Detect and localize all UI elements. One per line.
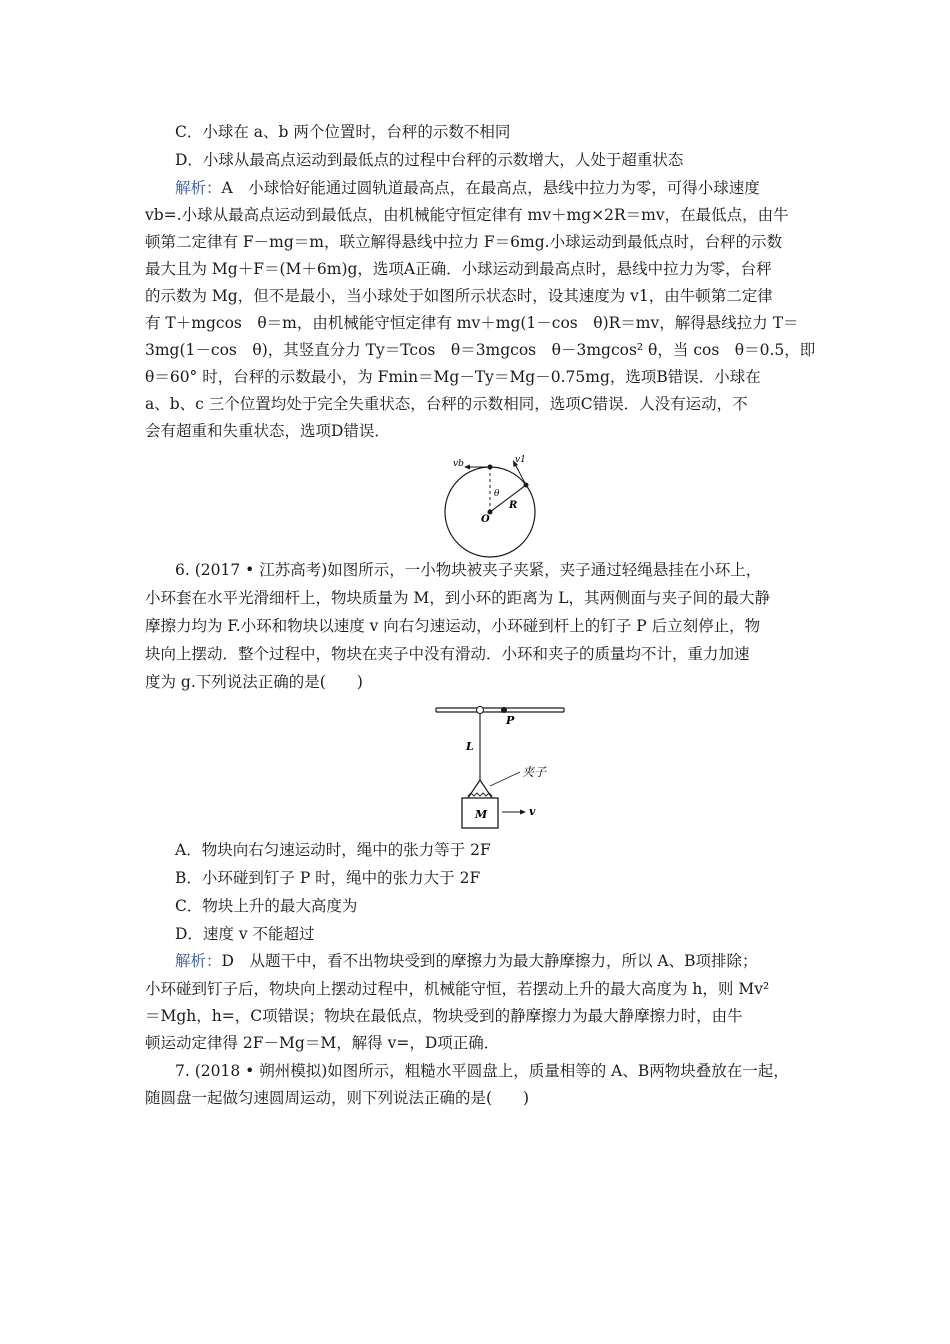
option-c: C．物块上升的最大高度为 xyxy=(175,897,358,915)
question-6-line: 摩擦力均为 F.小环和物块以速度 v 向右匀速运动，小环碰到杆上的钉子 P 后立刻停止，物 xyxy=(145,617,761,635)
question-6-line: 小环套在水平光滑细杆上，物块质量为 M，到小环的距离为 L，其两侧面与夹子间的最大静 xyxy=(145,589,771,607)
v-label: v xyxy=(529,805,536,818)
analysis-line: 最大且为 Mg＋F＝(M＋6m)g，选项A正确．小球运动到最高点时，悬线中拉力为零，台秤 xyxy=(145,260,772,278)
question-6-line: 度为 g.下列说法正确的是( ) xyxy=(145,673,363,691)
theta-label: θ xyxy=(494,489,500,499)
analysis-label: 解析： xyxy=(175,179,222,197)
option-a: A．物块向右匀速运动时，绳中的张力等于 2F xyxy=(175,841,491,859)
v1-label: v1 xyxy=(515,455,526,465)
analysis-line: 3mg(1－cos θ)，其竖直分力 Ty＝Tcos θ＝3mgcos θ－3mgcos² θ，当 cos θ＝0.5，即 xyxy=(145,341,816,359)
question-7-line: 随圆盘一起做匀速圆周运动，则下列说法正确的是( ) xyxy=(145,1089,530,1107)
analysis-line: 顿运动定律得 2F－Mg＝M，解得 v=，D项正确． xyxy=(145,1034,500,1052)
question-6-line: 块向上摆动．整个过程中，物块在夹子中没有滑动．小环和夹子的质量均不计，重力加速 xyxy=(145,645,750,663)
clip-pointer xyxy=(490,772,520,786)
analysis-text: A 小球恰好能通过圆轨道最高点，在最高点，悬线中拉力为零，可得小球速度 xyxy=(221,179,760,197)
analysis-line: 小环碰到钉子后，物块向上摆动过程中，机械能守恒，若摆动上升的最大高度为 h，则 Mv² xyxy=(145,980,770,998)
analysis-line: 会有超重和失重状态，选项D错误． xyxy=(145,422,390,440)
clip-block-figure xyxy=(432,700,572,835)
analysis-text: D 从题干中，看不出物块受到的摩擦力为最大静摩擦力，所以 A、B项排除； xyxy=(221,952,758,970)
l-label: L xyxy=(466,740,474,753)
option-b: B．小环碰到钉子 P 时，绳中的张力大于 2F xyxy=(175,869,481,887)
clip-arms xyxy=(468,780,492,798)
v-arrow-head xyxy=(520,810,526,815)
m-label: M xyxy=(475,808,488,821)
question-6-line: 6. (2017 • 江苏高考)如图所示，一小物块被夹子夹紧，夹子通过轻绳悬挂在小环上， xyxy=(175,561,762,579)
r-label: R xyxy=(509,500,518,511)
option-d-prev: D．小球从最高点运动到最低点的过程中台秤的示数增大，人处于超重状态 xyxy=(175,151,684,169)
clip-label: 夹子 xyxy=(522,765,547,779)
analysis-label: 解析： xyxy=(175,952,222,970)
circle-figure xyxy=(435,452,545,572)
clip-spring xyxy=(468,793,492,796)
analysis-line: ＝Mgh，h=，C项错误；物块在最低点，物块受到的静摩擦力为最大静摩擦力时，由牛 xyxy=(145,1007,743,1025)
option-d: D．速度 v 不能超过 xyxy=(175,925,315,943)
nail-p xyxy=(501,707,507,713)
vb-label: vb xyxy=(453,459,464,469)
vb-arrow-head xyxy=(464,465,470,470)
analysis-line: θ＝60° 时，台秤的示数最小，为 Fmin＝Mg－Ty＝Mg－0.75mg，选项B错误．小球在 xyxy=(145,368,761,386)
analysis-line: 的示数为 Mg，但不是最小，当小球处于如图所示状态时，设其速度为 v1，由牛顿第二定律 xyxy=(145,287,773,305)
analysis-line: 顿第二定律有 F－mg＝m，联立解得悬线中拉力 F＝6mg.小球运动到最低点时，台秤的示数 xyxy=(145,233,783,251)
analysis-line: 有 T＋mgcos θ＝m，由机械能守恒定律有 mv＋mg(1－cos θ)R＝mv，解得悬线拉力 T＝ xyxy=(145,314,799,332)
question-7-line: 7. (2018 • 朔州模拟)如图所示，粗糙水平圆盘上，质量相等的 A、B两物块叠放在一起， xyxy=(175,1062,789,1080)
small-ring xyxy=(477,707,484,714)
option-c-prev: C．小球在 a、b 两个位置时，台秤的示数不相同 xyxy=(175,123,511,141)
analysis-line: a、b、c 三个位置均处于完全失重状态，台秤的示数相同，选项C错误．人没有运动，不 xyxy=(145,395,748,413)
p-label: P xyxy=(506,714,515,727)
v1-arrow-line xyxy=(515,464,526,485)
analysis-line: vb=.小球从最高点运动到最低点，由机械能守恒定律有 mv＋mg×2R＝mv，在最低点，由牛 xyxy=(145,206,789,224)
o-label: O xyxy=(481,514,490,525)
analysis-line xyxy=(175,951,757,971)
analysis-line xyxy=(175,178,760,198)
